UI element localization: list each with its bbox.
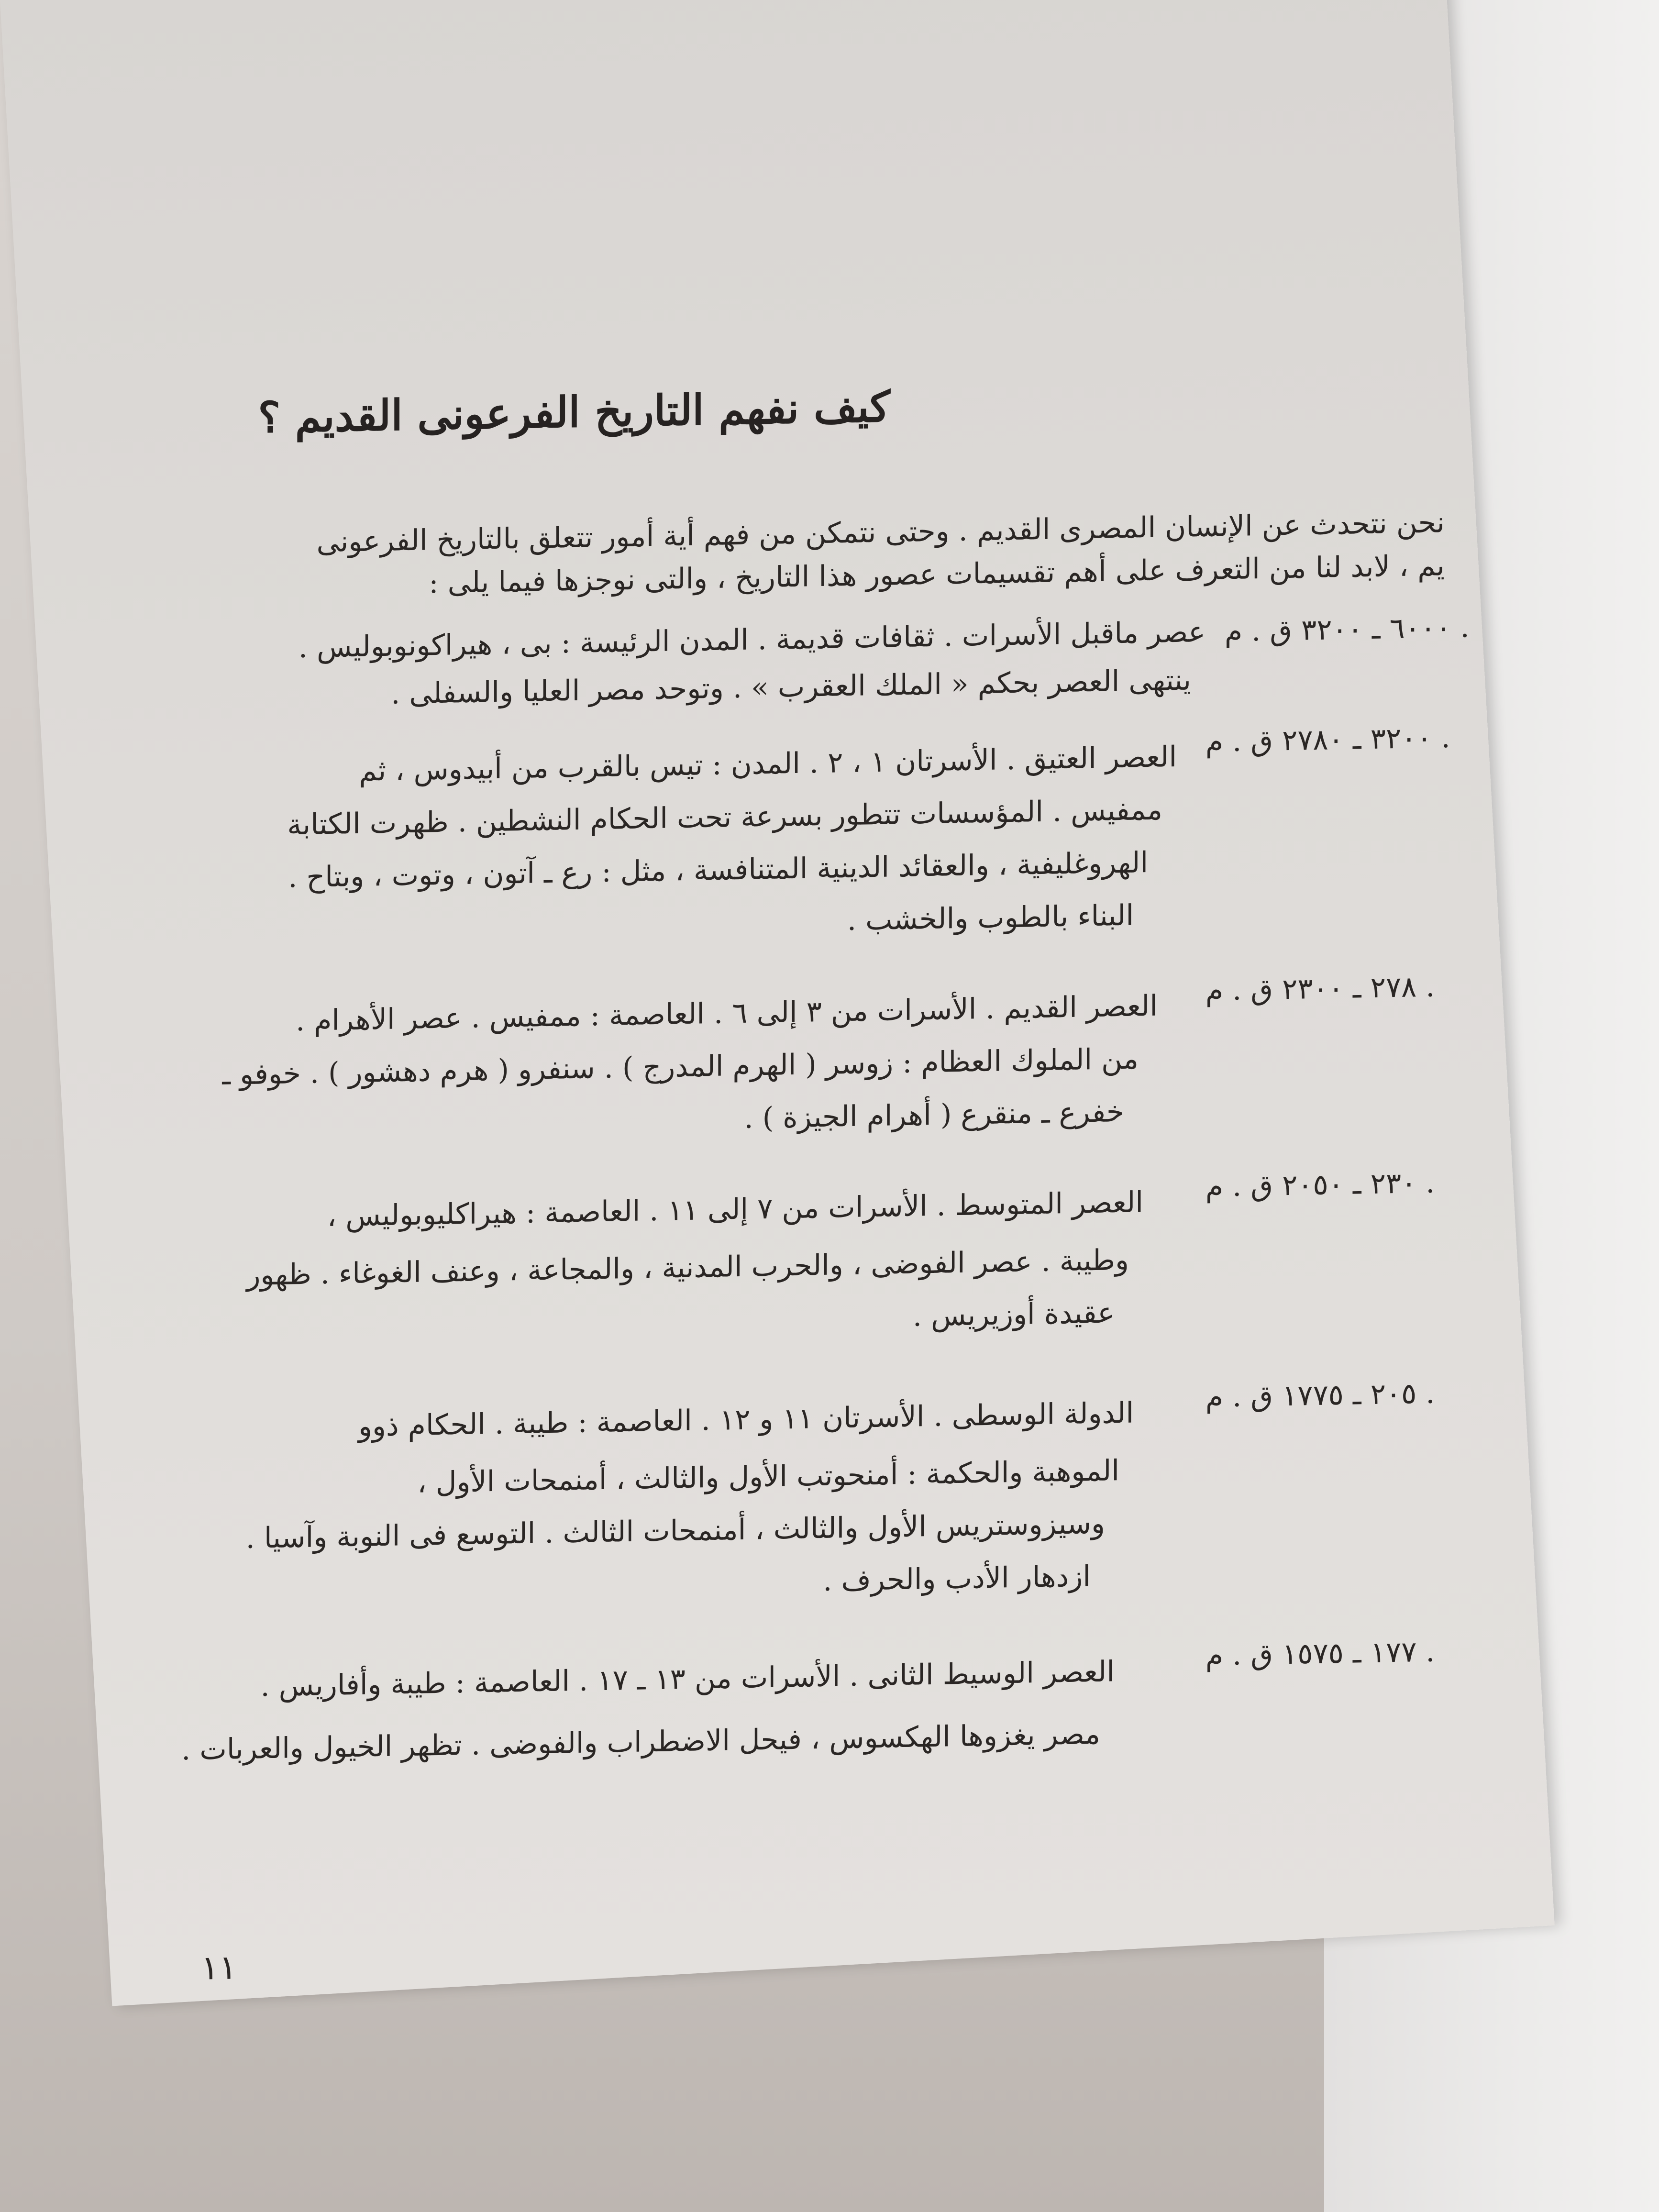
period-text: العصر المتوسط . الأسرات من ٧ إلى ١١ . العاصمة : هيراكليوبوليس ،	[327, 1185, 1143, 1234]
period-range: ٢٧٨ ـ ٢٣٠٠ ق . م .	[1206, 970, 1435, 1008]
period-text: من الملوك العظام : زوسر ( الهرم المدرج ) . سنفرو ( هرم دهشور ) . خوفو ـ	[222, 1042, 1139, 1092]
page-number: ١١	[201, 1947, 237, 1988]
period-range: ١٧٧ ـ ١٥٧٥ ق . م .	[1206, 1635, 1435, 1673]
period-text: الهروغليفية ، والعقائد الدينية المتنافسة ، مثل : رع ـ آتون ، وتوت ، وبتاح .	[288, 846, 1148, 895]
period-text: الموهبة والحكمة : أمنحوتب الأول والثالث ، أمنمحات الأول ،	[417, 1454, 1119, 1500]
period-text: عصر ماقبل الأسرات . ثقافات قديمة . المدن الرئيسة : بى ، هيراكونوبوليس .	[298, 615, 1206, 665]
period-range: ٢٠٥ ـ ١٧٧٥ ق . م .	[1206, 1376, 1435, 1415]
period-text: الدولة الوسطى . الأسرتان ١١ و ١٢ . العاصمة : طيبة . الحكام ذوو	[358, 1396, 1134, 1443]
period-text: مصر يغزوها الهكسوس ، فيحل الاضطراب والفوضى . تظهر الخيول والعربات .	[181, 1717, 1100, 1767]
period-text: عقيدة أوزيريس .	[912, 1296, 1115, 1333]
intro-line: يم ، لابد لنا من التعرف على أهم تقسيمات عصور هذا التاريخ ، والتى نوجزها فيما يلى :	[429, 549, 1445, 600]
period-text: ينتهى العصر بحكم « الملك العقرب » . وتوحد مصر العليا والسفلى .	[391, 663, 1191, 711]
period-text: العصر العتيق . الأسرتان ١ ، ٢ . المدن : تيس بالقرب من أبيدوس ، ثم	[359, 740, 1177, 788]
period-text: وسيزوستريس الأول والثالث ، أمنمحات الثالث . التوسع فى النوبة وآسيا .	[245, 1506, 1105, 1556]
period-text: العصر القديم . الأسرات من ٣ إلى ٦ . العاصمة : ممفيس . عصر الأهرام .	[296, 989, 1158, 1038]
period-text: البناء بالطوب والخشب .	[847, 898, 1134, 938]
period-range: ٦٠٠٠ ـ ٣٢٠٠ ق . م .	[1225, 610, 1470, 649]
period-text: خفرع ـ منقرع ( أهرام الجيزة ) .	[744, 1095, 1124, 1135]
page-title: كيف نفهم التاريخ الفرعونى القديم ؟	[258, 381, 890, 442]
period-text: ممفيس . المؤسسات تتطور بسرعة تحت الحكام النشطين . ظهرت الكتابة	[287, 793, 1162, 842]
period-range: ٣٢٠٠ ـ ٢٧٨٠ ق . م .	[1206, 721, 1450, 759]
period-range: ٢٣٠ ـ ٢٠٥٠ ق . م .	[1206, 1166, 1435, 1204]
period-text: العصر الوسيط الثانى . الأسرات من ١٣ ـ ١٧ . العاصمة : طيبة وأفاريس .	[260, 1655, 1115, 1703]
period-text: ازدهار الأدب والحرف .	[823, 1559, 1091, 1598]
intro-line: نحن نتحدث عن الإنسان المصرى القديم . وحتى نتمكن من فهم أية أمور تتعلق بالتاريخ الفرعونى	[316, 506, 1445, 559]
period-text: وطيبة . عصر الفوضى ، والحرب المدنية ، والمجاعة ، وعنف الغوغاء . ظهور	[246, 1243, 1129, 1293]
